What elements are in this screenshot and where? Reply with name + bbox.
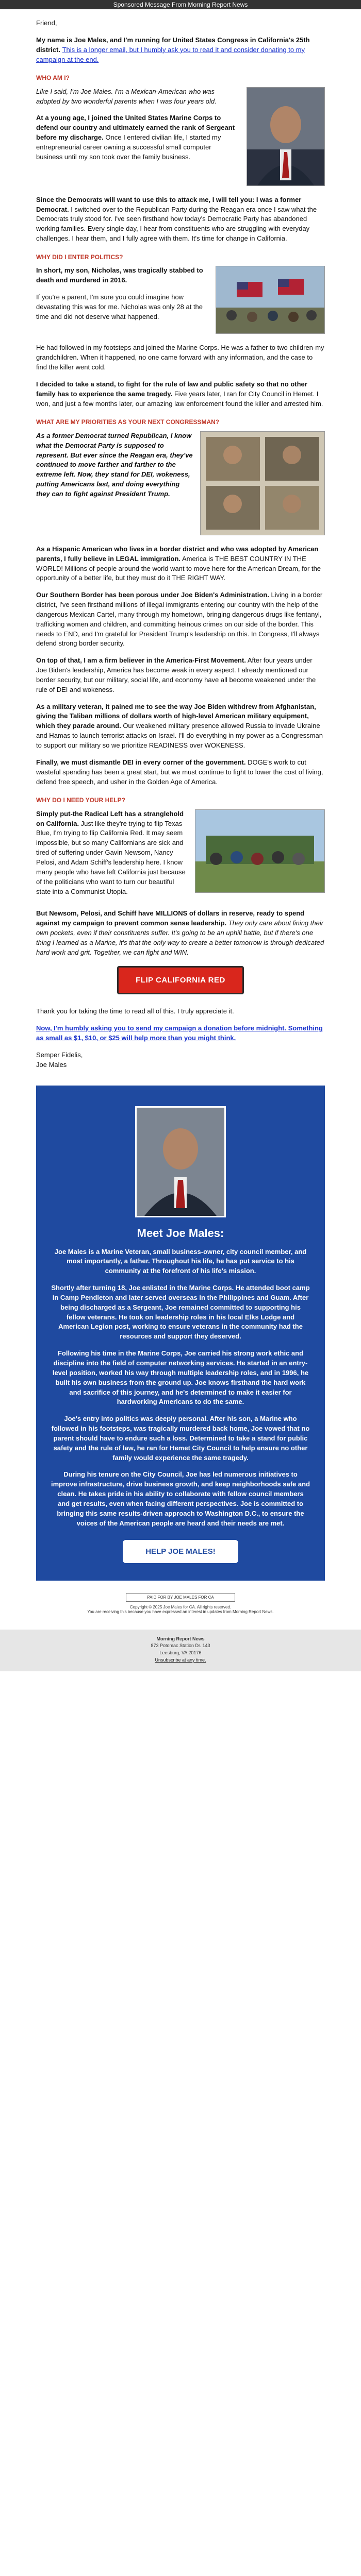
- copyright-line: Copyright © 2025 Joe Males for CA. All rights reserved.: [129, 1604, 232, 1609]
- memorial-photo: [216, 266, 325, 334]
- priorities-p1: As a former Democrat turned Republican, I know what the Democrat Party is supposed to represent. But ever since the Reagan era, they've continued to move farther and farther to the extreme left. Now, they stand for DEI, wokeness, putting Americans last, and doing everything they can to fight against President Trump.: [36, 431, 193, 498]
- who-heading: WHO AM I?: [36, 74, 70, 82]
- donate-link[interactable]: Now, I'm humbly asking you to send my campaign a donation before midnight. Something as small as $1, $10, or $25 will help more than you might think.: [36, 1024, 323, 1042]
- intro-paragraph: [36, 36, 325, 65]
- military-photo: [200, 431, 325, 535]
- who-section: [36, 87, 325, 190]
- bio-title: Meet Joe Males:: [137, 1226, 224, 1240]
- priorities-p3: Our Southern Border has been porous under Joe Biden's Administration. Living in a border district, I've seen firsthand millions of illegal immigrants entering our country with the help of the dangerous Mexican Cartel, many through my hometown, bringing dangerous drugs like fentanyl, trafficking women and children, and committing heinous crimes on our side of the border. This needs to END, and I'm grateful for President Trump's leadership on this. In Congress, I'll always defend strong border security.: [36, 591, 323, 648]
- need-p2: But Newsom, Pelosi, and Schiff have MILLIONS of dollars in reserve, ready to spend against my campaign to prevent common sense leadership. They only care about lining their own pockets, even if their constituents suffer. It's going to be an uphill battle, but if there's one thing I learned as a Marine, it's that the only way to create a better tomorrow is through dedicated hard work and grit. Together, we can fight and WIN.: [36, 909, 324, 956]
- signoff-name: Joe Males: [36, 1060, 67, 1069]
- signature: [36, 1050, 325, 1070]
- who-p1: Like I said, I'm Joe Males. I'm a Mexican-American who was adopted by two wonderful parents when I was four years old.: [36, 87, 217, 105]
- why-section: [36, 266, 325, 338]
- bio-p4: Joe's entry into politics was deeply personal. After his son, a Marine who followed in his footsteps, was tragically murdered back home, Joe vowed that no parent should have to endure such a loss. Determined to take a stand for public safety and the rule of law, he ran for Hemet City Council to help ensure no other family would experience the same tragedy.: [51, 1415, 310, 1462]
- footer-address-1: 873 Potomac Station Dr. 143: [151, 1643, 210, 1649]
- priorities-p5: As a military veteran, it pained me to see the way Joe Biden withdrew from Afghanistan, giving the Taliban millions of dollars worth of high-level American military equipment, which they parade around. Our weakened military presence allowed Russia to invade Ukraine and Hamas to launch terrorist attacks on Israel. I'll do everything in my power as a Congressman to support our military so we prioritize READINESS over WOKENESS.: [36, 702, 323, 750]
- paid-for-disclaimer: PAID FOR BY JOE MALES FOR CA: [126, 1593, 235, 1602]
- footer-address-2: Leesburg, VA 20176: [159, 1650, 202, 1656]
- why-heading: WHY DID I ENTER POLITICS?: [36, 253, 123, 261]
- who-p3: Since the Democrats will want to use this to attack me, I will tell you: I was a former Democrat. I switched over to the Republican Party during the Reagan era once I saw what the Democrats truly stood for. I've seen firsthand how today's Democratic Party has abandoned working families. Every single day, I hear from constituents who are struggling with everyday challenges. I hear them, and I fully agree with them. It's time for change in California.: [36, 195, 317, 243]
- why-p1: In short, my son, Nicholas, was tragically stabbed to death and murdered in 2016.: [36, 266, 203, 284]
- why-p4: I decided to take a stand, to fight for the rule of law and public safety so that no other family has to experience the same tragedy. Five years later, I ran for City Council in Hemet. I won, and just a few months later, our amazing law enforcement found the killer and arrested him.: [36, 380, 323, 408]
- need-heading: WHY DO I NEED YOUR HELP?: [36, 796, 125, 804]
- flip-california-red-button[interactable]: FLIP CALIFORNIA RED: [117, 966, 244, 995]
- priorities-p4: On top of that, I am a firm believer in the America-First Movement. After four years under Joe Biden's leadership, America has become weak in every aspect. I already mentioned our border security, but our military, social life, and economy have all become weakened under the rule of DEI and wokeness.: [36, 656, 316, 693]
- priorities-section: [36, 431, 325, 539]
- why-p3: He had followed in my footsteps and joined the Marine Corps. He was a father to two children-my grandchildren. When it happened, no one came forward with any information, and the case to find the killer went cold.: [36, 344, 324, 371]
- greeting: Friend,: [36, 19, 57, 27]
- bio-p1: Joe Males is a Marine Veteran, small business-owner, city council member, and most importantly, a father. Throughout his life, he has put service to his community at the forefront of his life's mission.: [54, 1247, 307, 1275]
- signoff-line: Semper Fidelis,: [36, 1050, 83, 1059]
- who-p2: At a young age, I joined the United States Marine Corps to defend our country and ultimately earned the rank of Sergeant before my discharge. Once I entered civilian life, I started my entrepreneurial career owning a successful small computer business until my son took over the family business.: [36, 114, 235, 161]
- intro-donate-link[interactable]: This is a longer email, but I humbly ask you to read it and consider donating to my campaign at the end.: [36, 45, 305, 63]
- footer-org: Morning Report News: [156, 1636, 205, 1641]
- bio-p3: Following his time in the Marine Corps, Joe carried his strong work ethic and discipline into the field of computer networking services. He started in an entry-level position, worked his way through multiple leadership roles, and in 1996, he built his own business from the ground up. Joe knows firsthand the hard work and sacrifice of this journey, and he's determined to make it easier for hardworking Americans to do the same.: [52, 1349, 309, 1406]
- priorities-heading: WHAT ARE MY PRIORITIES AS YOUR NEXT CONGRESSMAN?: [36, 418, 220, 426]
- help-joe-males-button[interactable]: HELP JOE MALES!: [123, 1540, 238, 1563]
- need-p1: Simply put-the Radical Left has a stranglehold on California. Just like they're trying to flip Texas Blue, I'm trying to flip California Red. It may seem impossible, but so many Californians are sick and tired of suffering under Gavin Newsom, Nancy Pelosi, and Adam Schiff's leadership here. I know many people who have left California just because of the politicians who want to turn our beautiful state into a Communist Utopia.: [36, 809, 186, 895]
- community-photo: [195, 809, 325, 893]
- why-p2: If you're a parent, I'm sure you could imagine how devastating this was for me. Nicholas was only 28 at the time and did not deserve what happened.: [36, 293, 203, 320]
- copyright-subline: You are receiving this because you have expressed an interest in updates from Morning Report News.: [87, 1609, 274, 1614]
- copyright: [0, 1605, 361, 1614]
- portrait-photo: [247, 87, 325, 186]
- priorities-p6: Finally, we must dismantle DEI in every corner of the government. DOGE's work to cut wasteful spending has been a great start, but we must continue to fight to lower the cost of living, defend free speech, and usher in the Golden Age of America.: [36, 758, 323, 786]
- thanks-text: Thank you for taking the time to read all of this. I truly appreciate it.: [36, 1007, 234, 1015]
- bio-section: [36, 1086, 325, 1581]
- bio-p2: Shortly after turning 18, Joe enlisted in the Marine Corps. He attended boot camp in Camp Pendleton and later served overseas in the Philippines and Guam. After being discharged as a Sergeant, Joe remained committed to supporting his fellow veterans. He took on leadership roles in his local Elks Lodge and American Legion post, working to ensure veterans in the community had the resources and support they deserved.: [51, 1284, 310, 1341]
- priorities-p2: As a Hispanic American who lives in a border district and who was adopted by American parents, I fully believe in LEGAL immigration. America is THE BEST COUNTRY IN THE WORLD! Millions of people around the world want to move here for the American Dream, for the opportunity of a better life, but they must do it THE RIGHT WAY.: [36, 545, 321, 582]
- sponsor-bar: Sponsored Message From Morning Report News: [0, 0, 361, 9]
- email-body: [36, 9, 325, 1070]
- ask-paragraph: [36, 1024, 325, 1043]
- footer: [0, 1630, 361, 1672]
- intro-bold: My name is Joe Males, and I'm running for United States Congress in California's 25th district.: [36, 36, 310, 54]
- unsubscribe-link[interactable]: Unsubscribe at any time.: [155, 1657, 206, 1663]
- need-section: [36, 809, 325, 904]
- bio-p5: During his tenure on the City Council, Joe has led numerous initiatives to improve infrastructure, drive business growth, and keep neighborhoods safe and clean. He takes pride in his ability to collaborate with fellow council members and get results, even when facing different perspectives. Joe is committed to bringing this same results-driven approach to Washington D.C., to ensure the voices of the American people are heard and their needs are met.: [51, 1470, 310, 1527]
- candidate-portrait: [135, 1106, 226, 1217]
